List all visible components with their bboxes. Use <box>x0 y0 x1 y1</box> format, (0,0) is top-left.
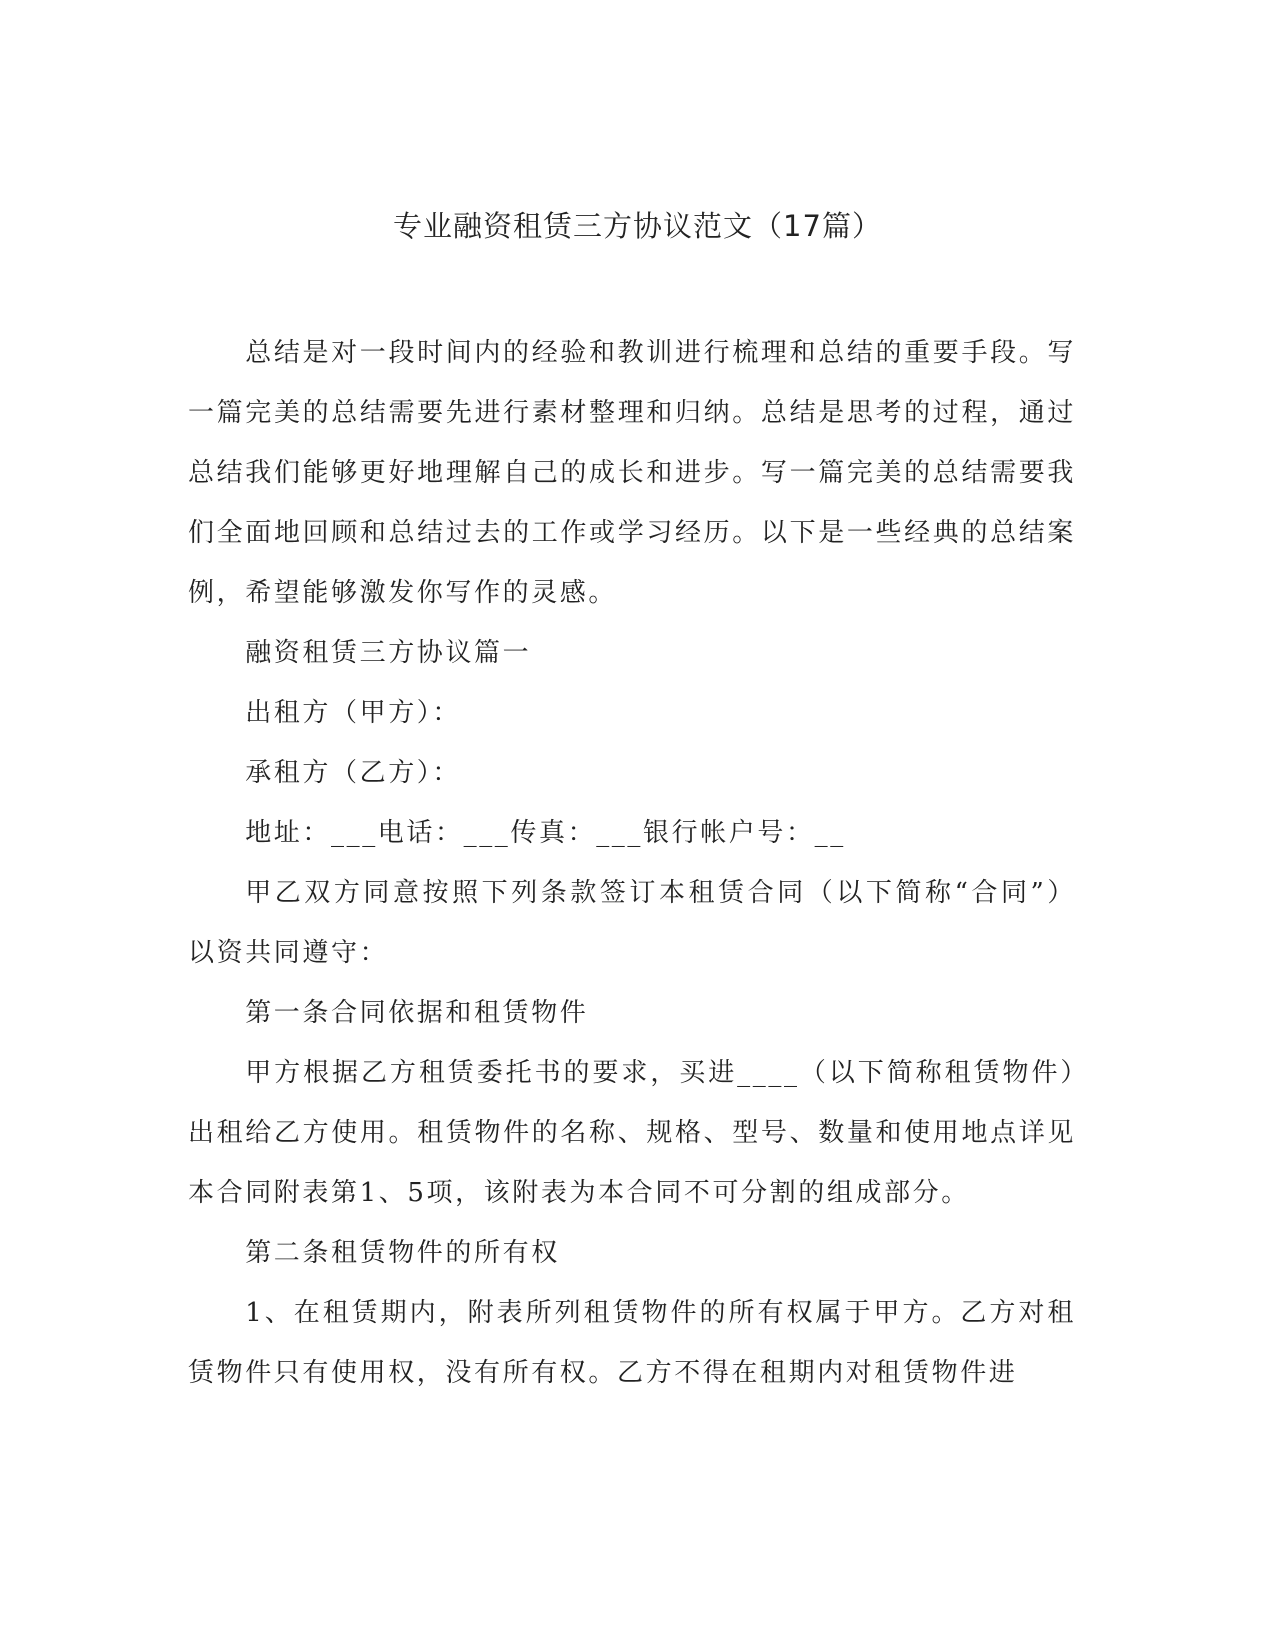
document-body <box>188 323 1076 1403</box>
document-title: 专业融资租赁三方协议范文（17篇） <box>393 209 882 243</box>
article-two-heading: 第二条租赁物件的所有权 <box>245 1238 560 1268</box>
article-one-heading: 第一条合同依据和租赁物件 <box>245 998 589 1028</box>
article-two-clause-1: 1、在租赁期内，附表所列租赁物件的所有权属于甲方。乙方对租赁物件只有使用权，没有所有权。乙方不得在租期内对租赁物件进 <box>188 1298 1076 1388</box>
section-heading-part-one: 融资租赁三方协议篇一 <box>245 638 532 668</box>
contact-info-line: 地址：___电话：___传真：___银行帐户号：__ <box>245 818 846 848</box>
intro-paragraph: 总结是对一段时间内的经验和教训进行梳理和总结的重要手段。写一篇完美的总结需要先进行素材整理和归纳。总结是思考的过程，通过总结我们能够更好地理解自己的成长和进步。写一篇完美的总结需要我们全面地回顾和总结过去的工作或学习经历。以下是一些经典的总结案例，希望能够激发你写作的灵感。 <box>188 338 1076 608</box>
lessor-line: 出租方（甲方）： <box>245 698 461 728</box>
article-one-paragraph: 甲方根据乙方租赁委托书的要求，买进____（以下简称租赁物件）出租给乙方使用。租赁物件的名称、规格、型号、数量和使用地点详见本合同附表第1、5项，该附表为本合同不可分割的组成部分。 <box>188 1058 1076 1208</box>
lessee-line: 承租方（乙方）： <box>245 758 461 788</box>
agreement-paragraph: 甲乙双方同意按照下列条款签订本租赁合同（以下简称“合同”）以资共同遵守： <box>188 878 1076 968</box>
